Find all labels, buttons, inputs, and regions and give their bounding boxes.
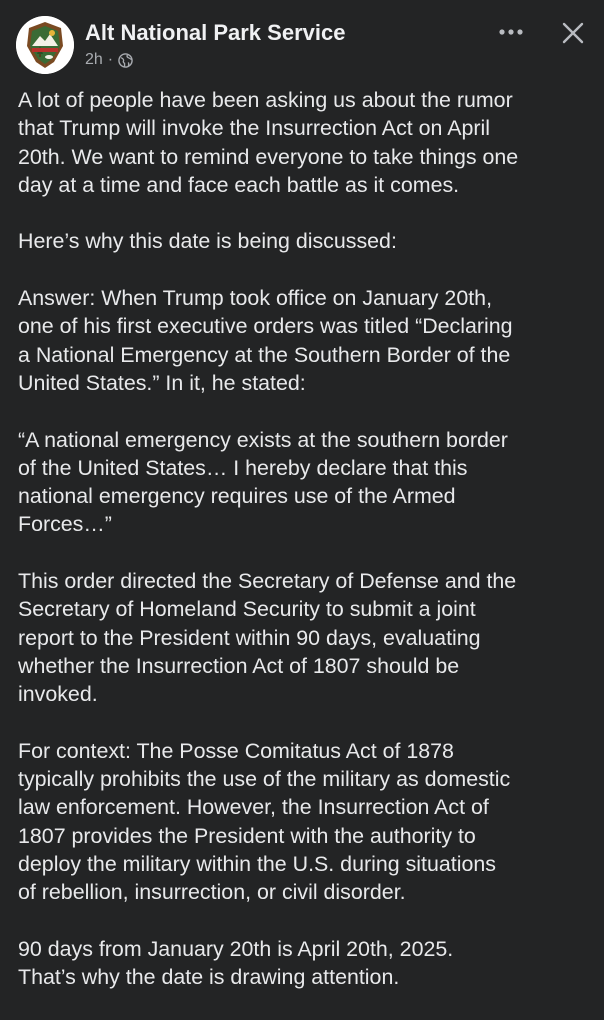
post-paragraph [18,227,596,255]
post-text-line: invoked. [18,682,98,707]
close-icon [561,21,585,45]
post-text-line: one of his first executive orders was titled “Declaring [18,314,513,339]
post-text-line: “A national emergency exists at the southern border [18,427,508,452]
post-text-line: deploy the military within the U.S. during situations [18,852,496,877]
meta-separator: · [107,51,114,68]
post-meta [85,51,133,69]
post-text-line: 90 days from January 20th is April 20th, 2025. [18,936,454,961]
post-text-line: For context: The Posse Comitatus Act of 1878 [18,738,454,763]
post-paragraph [18,86,596,199]
post-text-line: whether the Insurrection Act of 1807 should be [18,653,460,678]
post-text [18,86,596,1020]
post-text-line: 1807 provides the President with the authority to [18,823,476,848]
post-text-line: Secretary of Homeland Security to submit a joint [18,597,476,622]
post-paragraph [18,567,596,708]
post-paragraph [18,426,596,539]
close-button[interactable] [556,16,590,50]
post-text-line: day at a time and face each battle as it comes. [18,172,460,197]
post-text-line: That’s why the date is drawing attention. [18,965,400,990]
page-name[interactable]: Alt National Park Service [85,20,346,45]
post-text-line: typically prohibits the use of the military as domestic [18,767,511,792]
post-text-line: of rebellion, insurrection, or civil disorder. [18,880,406,905]
page-avatar[interactable] [16,16,74,74]
post-text-line: A lot of people have been asking us about the rumor [18,88,513,112]
globe-icon [118,53,133,68]
post-text-line: a National Emergency at the Southern Border of the [18,342,511,367]
post-text-line: that Trump will invoke the Insurrection Act on April [18,116,491,141]
post-text-line: 20th. We want to remind everyone to take things one [18,144,519,169]
post-paragraph [18,284,596,397]
post-text-line: law enforcement. However, the Insurrection Act of [18,795,489,820]
post-text-line: Here’s why this date is being discussed: [18,229,397,254]
more-options-button[interactable] [494,20,528,44]
post-text-line: United States.” In it, he stated: [18,370,306,395]
post-text-line: report to the President within 90 days, evaluating [18,625,481,650]
post-header [0,0,604,82]
post-text-line: Answer: When Trump took office on January 20th, [18,286,493,311]
alt-nps-logo-icon [16,16,74,74]
post-text-line: of the United States… I hereby declare that this [18,455,468,480]
more-dots-icon [498,28,524,36]
post-paragraph [18,935,596,992]
post-text-line: Forces…” [18,512,112,537]
post-timestamp[interactable]: 2h [85,51,103,68]
post-text-line: national emergency requires use of the Armed [18,484,456,509]
post-text-line: This order directed the Secretary of Defense and the [18,569,517,594]
post-paragraph [18,737,596,907]
